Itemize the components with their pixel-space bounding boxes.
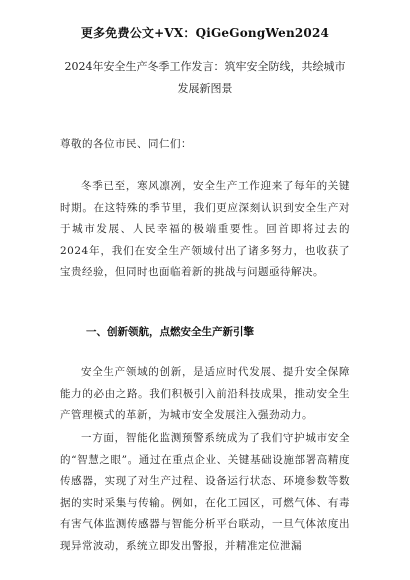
salutation: 尊敬的各位市民、同仁们：	[60, 138, 192, 150]
paragraph-intro: 冬季已至，寒风凛冽，安全生产工作迎来了每年的关键时期。在这特殊的季节里，我们更应深刻认识到安全生产对于城市发展、人民幸福的极端重要性。回首即将过去的2024年，我们在安全生产领域付出了诸多努力，也收获了宝贵经验，但同时也面临着新的挑战与问题亟待解决。	[60, 180, 350, 278]
paragraph-innovation: 安全生产领域的创新，是适应时代发展、提升安全保障能力的必由之路。我们积极引入前沿科技成果，推动安全生产管理模式的革新，为城市安全发展注入强劲动力。	[60, 366, 350, 421]
paragraph-monitoring: 一方面，智能化监测预警系统成为了我们守护城市安全的“智慧之眼”。通过在重点企业、关键基础设施部署高精度传感器，实现了对生产过程、设备运行状态、环境参数等数据的实时采集与传输。例如，在化工园区，可燃气体、有毒有害气体监测传感器与智能分析平台联动，一旦气体浓度出现异常波动，系统立即发出警报，并精准定位泄漏	[60, 432, 350, 552]
document-title: 2024年安全生产冬季工作发言：筑牢安全防线，共绘城市发展新图景	[64, 60, 346, 95]
promo-header: 更多免费公文+VX：QiGeGongWen2024	[80, 26, 330, 40]
section-heading-1: 一、创新领航，点燃安全生产新引擎	[86, 326, 254, 338]
